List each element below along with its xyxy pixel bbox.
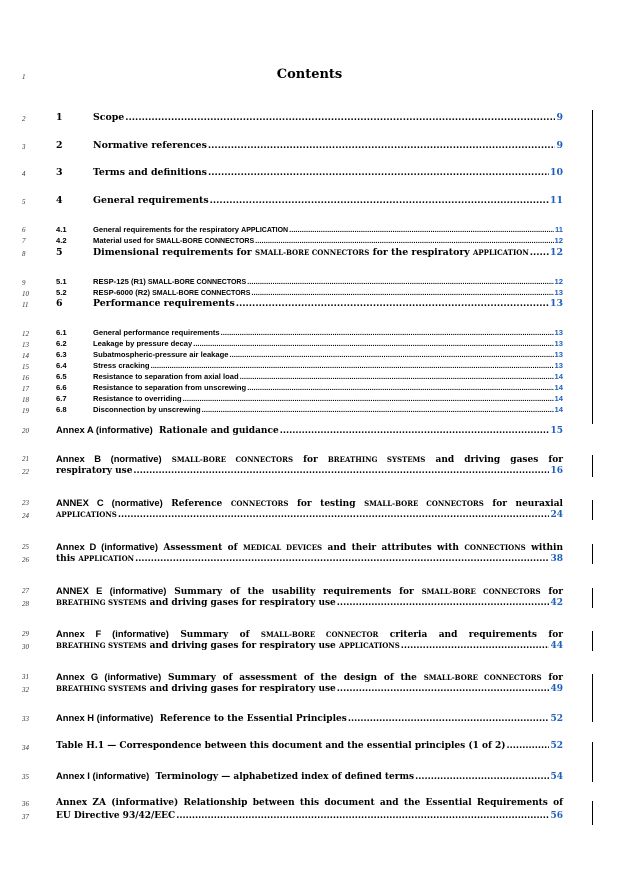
toc-text: Table H.1 — Correspondence between this document and the essential principles (1 of 2) [56, 741, 506, 751]
line-number: 24 [22, 512, 29, 520]
toc-number: 6.7 [56, 394, 67, 403]
toc-text: Disconnection by unscrewing [93, 405, 201, 414]
toc-entry-4-1[interactable] [56, 225, 563, 234]
toc-page[interactable]: 12 [549, 247, 563, 258]
line-number: 1 [22, 73, 26, 81]
change-bar [592, 742, 593, 782]
toc-number: 6.6 [56, 383, 67, 392]
line-number: 31 [22, 673, 29, 681]
toc-page[interactable]: 52 [550, 741, 563, 751]
toc-page[interactable]: 13 [554, 328, 563, 337]
line-number: 17 [22, 385, 29, 393]
line-number: 15 [22, 363, 29, 371]
toc-text: Annex H (informative) Reference to the Essential Principles [56, 712, 347, 724]
toc-page[interactable]: 9 [556, 140, 563, 151]
toc-entry-6-1[interactable] [56, 328, 563, 337]
toc-text: General requirements for the respiratory APPLICATION [93, 225, 289, 234]
toc-text: Leakage by pressure decay [93, 339, 193, 348]
toc-page[interactable]: 11 [554, 225, 563, 234]
toc-entry-annex-f[interactable]: Annex F (informative) Summary of SMALL-BORE CONNECTOR criteria and requirements for BREATHING SYSTEMS and driving gases for respiratory use APPLICATIONS ..... 44 [56, 628, 563, 651]
line-number: 21 [22, 455, 29, 463]
toc-page[interactable]: 56 [550, 811, 563, 821]
line-number: 14 [22, 352, 29, 360]
toc-page[interactable]: 13 [554, 361, 563, 370]
toc-entry-terms[interactable] [56, 167, 563, 178]
toc-text: General requirements [93, 195, 209, 206]
change-bar [592, 674, 593, 722]
toc-text: Resistance to separation from axial load [93, 372, 239, 381]
line-number: 30 [22, 643, 29, 651]
line-number: 9 [22, 279, 26, 287]
toc-number: 4.2 [56, 236, 67, 245]
toc-entry-performance[interactable] [56, 298, 563, 309]
toc-page[interactable]: 16 [550, 466, 563, 476]
toc-page[interactable]: 10 [549, 167, 563, 178]
line-number: 28 [22, 600, 29, 608]
line-number: 13 [22, 341, 29, 349]
toc-entry-annex-d[interactable]: Annex D (informative) Assessment of MEDICAL DEVICES and their attributes with CONNECTIONS within this APPLICATION ..... 38 [56, 541, 563, 564]
line-number: 6 [22, 226, 26, 234]
change-bar [592, 588, 593, 608]
toc-entry-annex-h[interactable] [56, 712, 563, 724]
toc-page[interactable]: 13 [554, 339, 563, 348]
toc-entry-annex-c[interactable]: ANNEX C (normative) Reference CONNECTORS for testing SMALL-BORE CONNECTORS for neuraxial APPLICATIONS ..... 24 [56, 497, 563, 520]
line-number: 37 [22, 813, 29, 821]
toc-number: 3 [56, 167, 63, 178]
toc-number: 5.1 [56, 277, 67, 286]
toc-page[interactable]: 15 [550, 426, 563, 436]
toc-entry-5-2[interactable] [56, 288, 563, 297]
line-number: 22 [22, 468, 29, 476]
line-number: 29 [22, 630, 29, 638]
toc-page[interactable]: 24 [550, 510, 563, 520]
toc-text: Annex I (informative) Terminology — alphabetized index of defined terms [56, 770, 415, 782]
toc-entry-scope[interactable] [56, 112, 563, 123]
line-number: 25 [22, 543, 29, 551]
toc-entry-6-3[interactable] [56, 350, 563, 359]
toc-text: RESP-6000 (R2) SMALL-BORE CONNECTORS [93, 288, 251, 297]
toc-page[interactable]: 12 [554, 277, 563, 286]
toc-page[interactable]: 49 [550, 684, 563, 694]
toc-number: 6.5 [56, 372, 67, 381]
toc-page[interactable]: 14 [554, 394, 563, 403]
line-number: 2 [22, 115, 26, 123]
toc-text: Dimensional requirements for SMALL-BORE CONNECTORS for the respiratory APPLICATION [93, 247, 529, 258]
line-number: 33 [22, 715, 29, 723]
toc-page[interactable]: 14 [554, 372, 563, 381]
toc-page[interactable]: 13 [554, 288, 563, 297]
toc-page[interactable]: 13 [554, 350, 563, 359]
toc-text: Resistance to overriding [93, 394, 182, 403]
toc-page[interactable]: 12 [554, 236, 563, 245]
toc-entry-table-h1[interactable] [56, 741, 563, 751]
toc-text: General performance requirements [93, 328, 220, 337]
toc-text: Material used for SMALL-BORE CONNECTORS [93, 236, 255, 245]
line-number: 5 [22, 198, 26, 206]
toc-page[interactable]: 11 [549, 195, 563, 206]
line-number: 27 [22, 587, 29, 595]
toc-number: 4.1 [56, 225, 67, 234]
toc-page[interactable]: 9 [556, 112, 563, 123]
toc-number: 6.4 [56, 361, 67, 370]
toc-entry-annex-e[interactable]: ANNEX E (informative) Summary of the usability requirements for SMALL-BORE CONNECTORS for BREATHING SYSTEMS and driving gases for respiratory use ..... 42 [56, 585, 563, 608]
toc-text: Scope [93, 112, 125, 123]
line-number: 26 [22, 556, 29, 564]
line-number: 16 [22, 374, 29, 382]
line-number: 19 [22, 407, 29, 415]
toc-number: 6 [56, 298, 63, 309]
toc-number: 6.1 [56, 328, 67, 337]
toc-number: 6.2 [56, 339, 67, 348]
change-bar [592, 110, 593, 424]
toc-number: 1 [56, 112, 63, 123]
page-title: Contents [276, 67, 343, 82]
toc-entry-6-2[interactable] [56, 339, 563, 348]
toc-entry-annex-i[interactable] [56, 770, 563, 782]
toc-text: Normative references [93, 140, 207, 151]
toc-page[interactable]: 52 [550, 714, 563, 724]
toc-entry-6-6[interactable] [56, 383, 563, 392]
line-number: 10 [22, 290, 29, 298]
toc-entry-5-1[interactable] [56, 277, 563, 286]
toc-entry-4-2[interactable] [56, 236, 563, 245]
toc-page[interactable]: 14 [554, 405, 563, 414]
change-bar [592, 801, 593, 825]
line-number: 12 [22, 330, 29, 338]
line-number: 23 [22, 499, 29, 507]
line-number: 32 [22, 686, 29, 694]
toc-text: RESP-125 (R1) SMALL-BORE CONNECTORS [93, 277, 247, 286]
toc-text: Subatmospheric-pressure air leakage [93, 350, 229, 359]
line-number: 7 [22, 237, 26, 245]
toc-number: 5.2 [56, 288, 67, 297]
line-number: 20 [22, 427, 29, 435]
toc-page[interactable]: 44 [550, 641, 563, 651]
line-number: 36 [22, 800, 29, 808]
toc-page[interactable]: 54 [550, 772, 563, 782]
toc-page[interactable]: 14 [554, 383, 563, 392]
toc-page[interactable]: 42 [550, 598, 563, 608]
toc-entry-normative-references[interactable] [56, 140, 563, 151]
line-number: 34 [22, 744, 29, 752]
line-number: 35 [22, 773, 29, 781]
change-bar [592, 544, 593, 564]
toc-text: Stress cracking [93, 361, 150, 370]
toc-entry-annex-b[interactable]: Annex B (normative) SMALL-BORE CONNECTORS for BREATHING SYSTEMS and driving gases for respiratory use ..... 16 [56, 453, 563, 476]
toc-page[interactable]: 38 [550, 554, 563, 564]
toc-number: 2 [56, 140, 63, 151]
line-number: 18 [22, 396, 29, 404]
toc-entry-annex-a[interactable] [56, 424, 563, 436]
change-bar [592, 455, 593, 477]
toc-entry-6-7[interactable] [56, 394, 563, 403]
line-number: 11 [22, 301, 29, 309]
toc-number: 6.8 [56, 405, 67, 414]
line-number: 3 [22, 143, 26, 151]
toc-text: Resistance to separation from unscrewing [93, 383, 247, 392]
change-bar [592, 500, 593, 520]
toc-text: Annex A (informative) Rationale and guidance [56, 424, 279, 436]
change-bar [592, 631, 593, 651]
line-number: 4 [22, 170, 26, 178]
toc-number: 5 [56, 247, 63, 258]
toc-entry-dimensional[interactable] [56, 247, 563, 258]
toc-number: 6.3 [56, 350, 67, 359]
toc-text: Performance requirements [93, 298, 235, 309]
line-number: 8 [22, 250, 26, 258]
toc-entry-6-8[interactable] [56, 405, 563, 414]
toc-entry-6-4[interactable] [56, 361, 563, 370]
toc-entry-annex-za[interactable]: Annex ZA (informative) Relationship between this document and the Essential Requirements of EU Directive 93/42/EEC ..... 56 [56, 798, 563, 821]
toc-number: 4 [56, 195, 63, 206]
toc-page[interactable]: 13 [549, 298, 563, 309]
toc-text: Terms and definitions [93, 167, 207, 178]
toc-entry-6-5[interactable] [56, 372, 563, 381]
toc-entry-annex-g[interactable]: Annex G (informative) Summary of assessment of the design of the SMALL-BORE CONNECTORS for BREATHING SYSTEMS and driving gases for respiratory use ..... 49 [56, 671, 563, 694]
toc-entry-general-requirements[interactable] [56, 195, 563, 206]
